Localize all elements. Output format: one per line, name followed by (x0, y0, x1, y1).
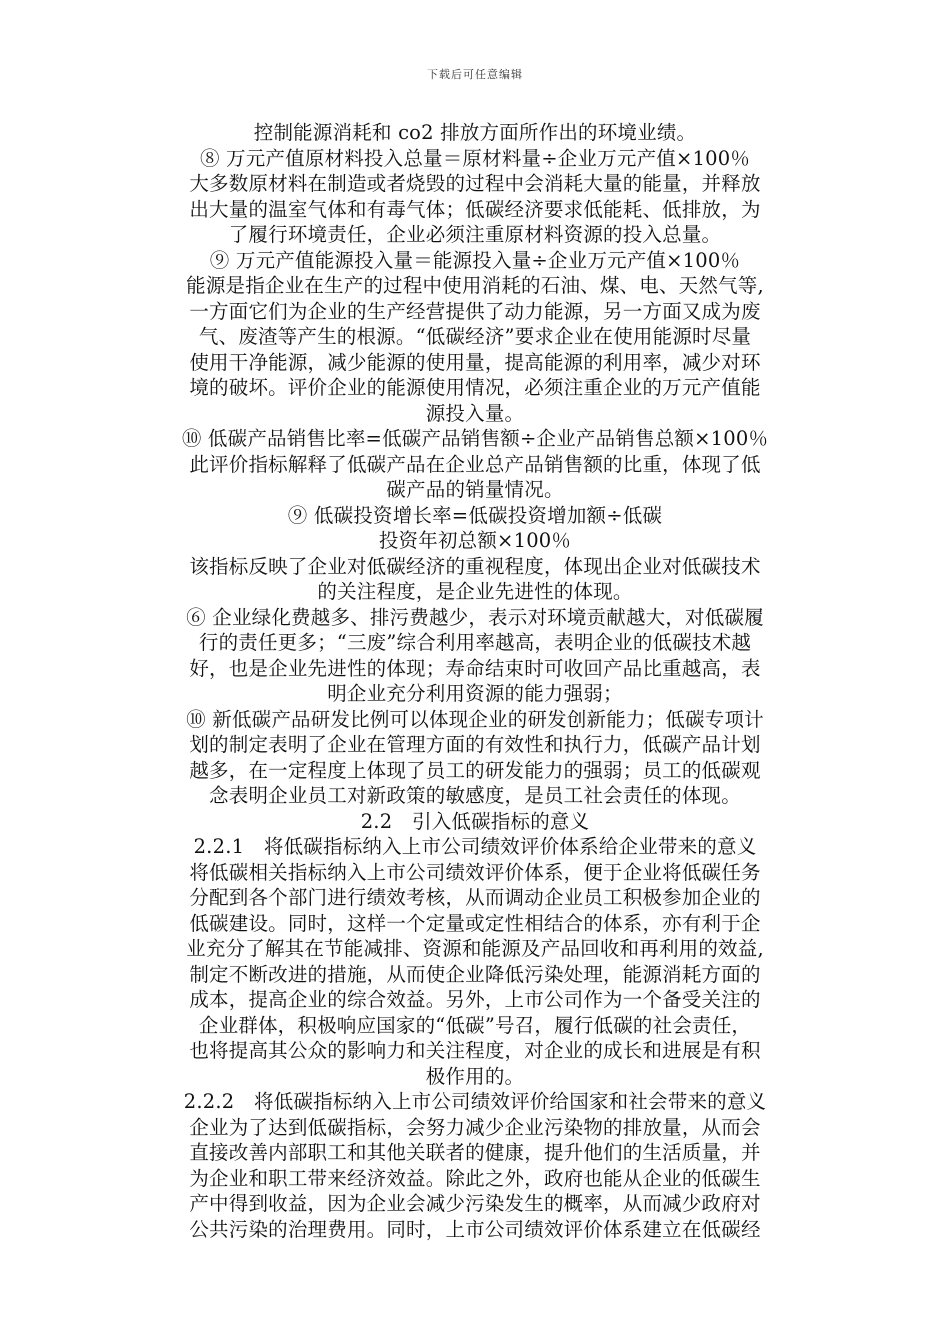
text-line: 好，也是企业先进性的体现；寿命结束时可收回产品比重越高，表 (189, 656, 761, 680)
formula-line: ⑧ 万元产值原材料投入总量＝原材料量÷企业万元产值×100％ (199, 146, 751, 170)
text-line: 产中得到收益，因为企业会减少污染发生的概率，从而减少政府对 (189, 1192, 761, 1215)
text-line: 将低碳相关指标纳入上市公司绩效评价体系，便于企业将低碳任务 (189, 860, 761, 884)
formula-line: 投资年初总额×100％ (378, 529, 572, 552)
text-line: 低碳建设。同时，这样一个定量或定性相结合的体系，亦有利于企 (189, 911, 761, 935)
text-line: 公共污染的治理费用。同时，上市公司绩效评价体系建立在低碳经 (189, 1217, 761, 1241)
text-line: 行的责任更多；“三废”综合利用率越高，表明企业的低碳技术越 (198, 631, 752, 654)
text-line: 制定不断改进的措施，从而使企业降低污染处理，能源消耗方面的 (189, 962, 761, 986)
text-line: 念表明企业员工对新政策的敏感度，是员工社会责任的体现。 (209, 784, 741, 807)
text-line: 境的破坏。评价企业的能源使用情况，必须注重企业的万元产值能 (189, 376, 761, 399)
text-line: 出大量的温室气体和有毒气体；低碳经济要求低能耗、低排放，为 (189, 197, 761, 221)
text-line: 明企业充分利用资源的能力强弱； (327, 682, 623, 705)
text-line: 控制能源消耗和 co2 排放方面所作出的环境业绩。 (253, 121, 697, 144)
text-line: 一方面它们为企业的生产经营提供了动力能源，另一方面又成为废 (189, 299, 761, 323)
text-line: 业充分了解其在节能减排、资源和能源及产品回收和再利用的效益, (186, 937, 764, 960)
text-line: 该指标反映了企业对低碳经济的重视程度，体现出企业对低碳技术 (189, 554, 761, 578)
text-line: 企业为了达到低碳指标，会努力减少企业污染物的排放量，从而会 (189, 1115, 761, 1139)
text-line: 气、废渣等产生的根源。“低碳经济”要求企业在使用能源时尽量 (198, 325, 752, 348)
text-line: 了履行环境责任，企业必须注重原材料资源的投入总量。 (228, 223, 722, 246)
text-line: 碳产品的销量情况。 (386, 478, 564, 501)
formula-line: ⑨ 低碳投资增长率=低碳投资增加额÷低碳 (287, 503, 663, 527)
page-header: 下载后可任意编辑 (427, 68, 523, 81)
formula-line: ⑨ 万元产值能源投入量＝能源投入量÷企业万元产值×100％ (209, 248, 741, 272)
text-line: 分配到各个部门进行绩效考核，从而调动企业员工积极参加企业的 (189, 886, 761, 909)
text-line: 大多数原材料在制造或者烧毁的过程中会消耗大量的能量，并释放 (189, 172, 761, 195)
text-line: 极作用的。 (425, 1064, 525, 1088)
text-line: 能源是指企业在生产的过程中使用消耗的石油、煤、电、天然气等, (186, 274, 764, 297)
text-line: 企业群体，积极响应国家的“低碳”号召，履行低碳的社会责任， (198, 1013, 752, 1037)
text-line: 成本，提高企业的综合效益。另外，上市公司作为一个备受关注的 (189, 988, 761, 1011)
text-line: ⑩ 新低碳产品研发比例可以体现企业的研发创新能力；低碳专项计 (186, 707, 764, 731)
text-line: 使用干净能源，减少能源的使用量，提高能源的利用率，减少对环 (189, 350, 761, 374)
text-line: 直接改善内部职工和其他关联者的健康，提升他们的生活质量，并 (189, 1141, 761, 1164)
text-line: 源投入量。 (425, 401, 525, 425)
text-line: 也将提高其公众的影响力和关注程度，对企业的成长和进展是有积 (189, 1039, 761, 1062)
subsection-heading: 2.2.2 将低碳指标纳入上市公司绩效评价给国家和社会带来的意义 (183, 1090, 767, 1113)
text-line: 此评价指标解释了低碳产品在企业总产品销售额的比重，体现了低 (189, 452, 761, 476)
text-line: 为企业和职工带来经济效益。除此之外，政府也能从企业的低碳生 (189, 1166, 761, 1190)
text-line: 越多，在一定程度上体现了员工的研发能力的强弱；员工的低碳观 (189, 758, 761, 782)
section-heading: 2.2 引入低碳指标的意义 (360, 809, 590, 833)
subsection-heading: 2.2.1 将低碳指标纳入上市公司绩效评价体系给企业带来的意义 (193, 835, 757, 858)
formula-line: ⑩ 低碳产品销售比率=低碳产品销售额÷企业产品销售总额×100％ (181, 427, 769, 450)
text-line: 划的制定表明了企业在管理方面的有效性和执行力，低碳产品计划 (189, 733, 761, 756)
text-line: ⑥ 企业绿化费越多、排污费越少，表示对环境贡献越大，对低碳履 (186, 605, 764, 629)
document-body (140, 120, 810, 1242)
text-line: 的关注程度，是企业先进性的体现。 (317, 580, 633, 603)
